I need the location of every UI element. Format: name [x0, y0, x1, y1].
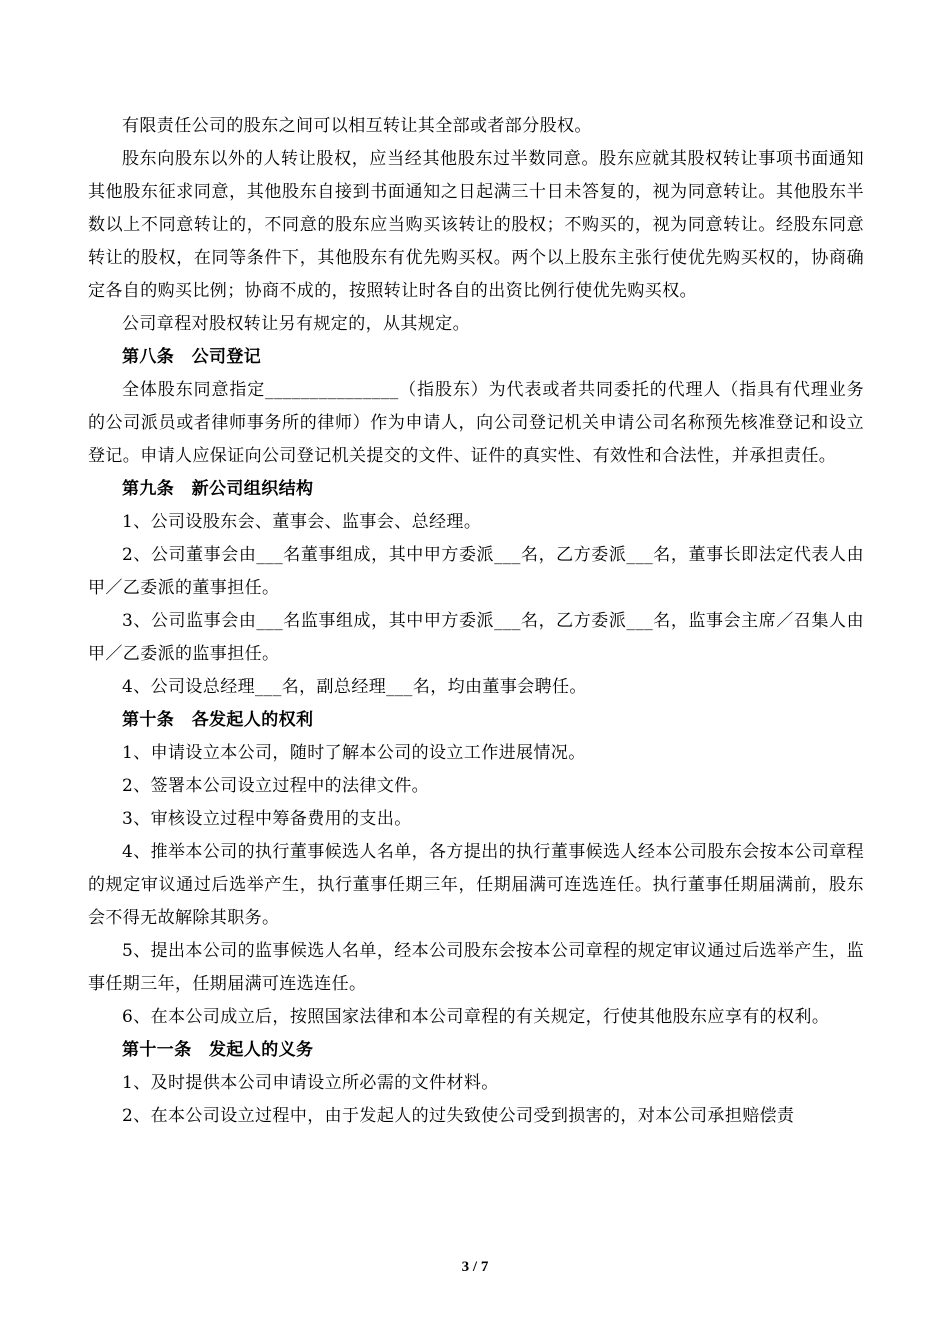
paragraph-articles-provision: 公司章程对股权转让另有规定的，从其规定。	[122, 314, 470, 334]
document-body	[88, 110, 864, 1133]
list-item-structure-1: 1、公司设股东会、董事会、监事会、总经理。	[122, 512, 482, 532]
paragraph-transfer-to-outsiders: 股东向股东以外的人转让股权，应当经其他股东过半数同意。股东应就其股权转让事项书面通知其他股东征求同意，其他股东自接到书面通知之日起满三十日未答复的，视为同意转让。其他股东半数以上不同意转让的，不同意的股东应当购买该转让的股权；不购买的，视为同意转让。经股东同意转让的股权，在同等条件下，其他股东有优先购买权。两个以上股东主张行使优先购买权的，协商确定各自的购买比例；协商不成的，按照转让时各自的出资比例行使优先购买权。	[88, 149, 864, 301]
page-number: 3 / 7	[461, 1259, 489, 1275]
list-item-rights-6: 6、在本公司成立后，按照国家法律和本公司章程的有关规定，行使其他股东应享有的权利。	[122, 1007, 830, 1027]
list-item-obligations-1: 1、及时提供本公司申请设立所必需的文件材料。	[122, 1073, 499, 1093]
list-item-structure-4: 4、公司设总经理___名，副总经理___名，均由董事会聘任。	[122, 677, 587, 697]
list-item-rights-2: 2、签署本公司设立过程中的法律文件。	[122, 776, 430, 796]
paragraph-registration-agent: 全体股东同意指定_______________（指股东）为代表或者共同委托的代理人（指具有代理业务的公司派员或者律师事务所的律师）作为申请人，向公司登记机关申请公司名称预先核准登记和设立登记。申请人应保证向公司登记机关提交的文件、证件的真实性、有效性和合法性，并承担责任。	[88, 380, 864, 466]
list-item-rights-3: 3、审核设立过程中筹备费用的支出。	[122, 809, 412, 829]
list-item-rights-5: 5、提出本公司的监事候选人名单，经本公司股东会按本公司章程的规定审议通过后选举产生，监事任期三年，任期届满可连选连任。	[88, 941, 865, 994]
list-item-structure-2: 2、公司董事会由___名董事组成，其中甲方委派___名，乙方委派___名，董事长即法定代表人由甲／乙委派的董事担任。	[88, 545, 864, 598]
heading-article-11: 第十一条 发起人的义务	[122, 1040, 314, 1060]
heading-article-8: 第八条 公司登记	[122, 347, 262, 367]
list-item-rights-1: 1、申请设立本公司，随时了解本公司的设立工作进展情况。	[122, 743, 586, 763]
heading-article-10: 第十条 各发起人的权利	[122, 710, 314, 730]
list-item-rights-4: 4、推举本公司的执行董事候选人名单，各方提出的执行董事候选人经本公司股东会按本公司章程的规定审议通过后选举产生，执行董事任期三年，任期届满可连选连任。执行董事任期届满前，股东会不得无故解除其职务。	[88, 842, 865, 928]
heading-article-9: 第九条 新公司组织结构	[122, 479, 314, 499]
paragraph-transfer-between-shareholders: 有限责任公司的股东之间可以相互转让其全部或者部分股权。	[122, 116, 592, 136]
list-item-structure-3: 3、公司监事会由___名监事组成，其中甲方委派___名，乙方委派___名，监事会主席／召集人由甲／乙委派的监事担任。	[88, 611, 864, 664]
list-item-obligations-2: 2、在本公司设立过程中，由于发起人的过失致使公司受到损害的，对本公司承担赔偿责	[122, 1106, 795, 1126]
